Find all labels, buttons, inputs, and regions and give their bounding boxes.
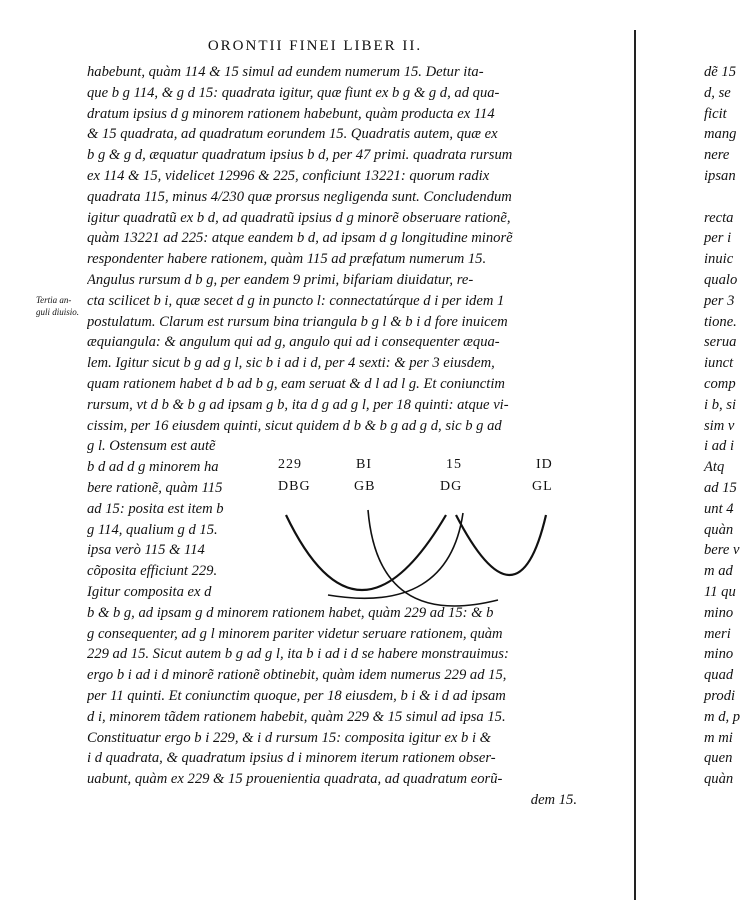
text-line: nere [704,147,730,164]
text-line: quàn [704,771,734,788]
figure-arcs [268,455,588,625]
figure-label-bi: BI [356,457,372,472]
text-line: quen [704,750,733,767]
text-line: i d quadrata, & quadratum ipsius d i minorem iterum rationem obser- [87,750,496,767]
text-line: Igitur composita ex d [87,583,212,600]
text-line: b d ad d g minorem ha [87,459,219,476]
text-line: Constituatur ergo b i 229, & i d rursum 15: composita igitur ex b i & [87,729,492,746]
text-line: quad [704,667,734,684]
text-line: ipsa verò 115 & 114 [87,542,205,559]
text-line: postulatum. Clarum est rursum bina triangula b g l & b i d fore inuicem [87,313,508,330]
figure-label-gb: GB [354,479,376,494]
text-line: tione. [704,313,737,330]
text-line: per i [704,230,732,247]
text-line: m mi [704,729,733,746]
text-line: mang [704,126,737,143]
text-line: ex 114 & 15, videlicet 12996 & 225, conficiunt 13221: quorum radix [87,167,490,184]
crossing-arc [368,510,498,606]
text-line: unt 4 [704,500,734,517]
figure-label-dg: DG [440,479,463,494]
text-line: prodi [704,687,736,704]
right-page-fragment [638,0,740,900]
figure-label-dbg: DBG [278,479,311,494]
text-line: qualo [704,271,738,288]
margin-note-line: Tertia an- [36,295,72,305]
running-head: ORONTII FINEI LIBER II. [207,38,423,54]
text-line: que b g 114, & g d 15: quadrata igitur, quæ fiunt ex b g & g d, ad qua- [87,84,500,101]
text-line [704,187,740,208]
right-arc [456,515,546,575]
text-line: cissim, per 16 eiusdem quinti, sicut quidem d b & b g ad g d, sic b g ad [87,417,502,434]
figure-label-id: ID [536,457,553,472]
crossing-arc-2 [328,513,463,598]
left-arc [286,515,446,590]
text-line: ficit [704,105,727,122]
text-line: g 114, qualium g d 15. [87,521,218,538]
text-line: recta [704,209,734,226]
text-line: ad 15: posita est item b [87,500,224,517]
geometric-figure [268,455,588,625]
text-line: & 15 quadrata, ad quadratum eorundem 15. Quadratis autem, quæ ex [87,126,498,143]
text-line: i ad i [704,438,734,455]
text-line: quadrata 115, minus 4/230 quæ prorsus negligenda sunt. Concludendum [87,188,512,205]
text-line: g l. Ostensum est autẽ [87,438,216,455]
text-line: 229 ad 15. Sicut autem b g ad g l, ita b i ad i d se habere monstrauimus: [87,646,509,663]
text-line: per 11 quinti. Et coniunctim quoque, per 18 eiusdem, b i & i d ad ipsam [87,687,506,704]
figure-label-gl: GL [532,479,553,494]
text-line: meri [704,625,731,642]
text-line: respondenter habere rationem, quàm 115 ad præfatum numerum 15. [87,251,487,268]
text-line: dem 15. [530,791,577,808]
text-line: habebunt, quàm 114 & 15 simul ad eundem numerum 15. Detur ita- [87,64,484,80]
text-line: m ad [704,563,733,580]
text-line: per 3 [704,292,735,309]
text-line: rursum, vt d b & b g ad ipsam g b, ita d g ad g l, per 18 quinti: atque vi- [87,396,509,413]
text-line: Angulus rursum d b g, per eandem 9 primi, bifariam diuidatur, re- [87,271,474,288]
text-line: igitur quadratũ ex b d, ad quadratũ ipsius d g minorẽ obseruare rationẽ, [87,209,511,226]
text-line: bere rationẽ, quàm 115 [87,479,223,496]
text-line: quàn [704,521,734,538]
text-line: quàm 13221 ad 225: atque eandem b d, ad ipsam d g longitudine minorẽ [87,230,513,247]
text-line: b & b g, ad ipsam g d minorem rationem habet, quàm 229 ad 15: & b [87,604,494,621]
figure-label-15: 15 [446,457,462,472]
margin-note-line: guli diuisio. [36,307,80,317]
text-line: ipsan [704,167,736,184]
text-line: mino [704,646,734,663]
text-line: inuic [704,251,734,268]
text-line: serua [704,334,737,351]
text-line: dratum ipsius d g minorem rationem habebunt, quàm producta ex 114 [87,105,495,122]
text-line: æquiangula: & angulum qui ad g, angulo qui ad i consequenter æqua- [87,334,500,351]
main-text-block [87,62,587,811]
text-line: quam rationem habet d b ad b g, eam seruat & d l ad l g. Et coniunctim [87,375,505,392]
text-line: m d, p [704,708,740,725]
text-line: Atq [704,459,725,476]
text-line: sim v [704,417,735,434]
text-line: 11 qu [704,583,736,600]
text-line: i b, si [704,396,737,413]
text-line: dẽ 15 [704,64,737,80]
text-line: d i, minorem tãdem rationem habebit, quàm 229 & 15 simul ad ipsa 15. [87,708,506,725]
book-gutter [634,30,636,900]
text-line: uabunt, quàm ex 229 & 15 prouenientia quadrata, ad quadratum eorũ- [87,771,503,788]
figure-label-229: 229 [278,457,302,472]
text-line: ad 15 [704,479,737,496]
text-line: cõposita efficiunt 229. [87,563,218,580]
text-line: g consequenter, ad g l minorem pariter videtur seruare rationem, quàm [87,625,503,642]
text-line: ergo b i ad i d minorẽ rationẽ obtinebit, quàm idem numerus 229 ad 15, [87,667,507,684]
text-line: cta scilicet b i, quæ secet d g in puncto l: connectatúrque d i per idem 1 [87,292,505,309]
text-line: b g & g d, æquatur quadratum ipsius b d, per 47 primi. quadrata rursum [87,147,513,164]
text-line: bere v [704,542,740,559]
text-line: lem. Igitur sicut b g ad g l, sic b i ad i d, per 4 sexti: & per 3 eiusdem, [87,355,495,372]
margin-note [36,294,88,318]
text-line: comp [704,375,736,392]
text-line: iunct [704,355,734,372]
text-line: d, se [704,84,731,101]
text-line: mino [704,604,734,621]
